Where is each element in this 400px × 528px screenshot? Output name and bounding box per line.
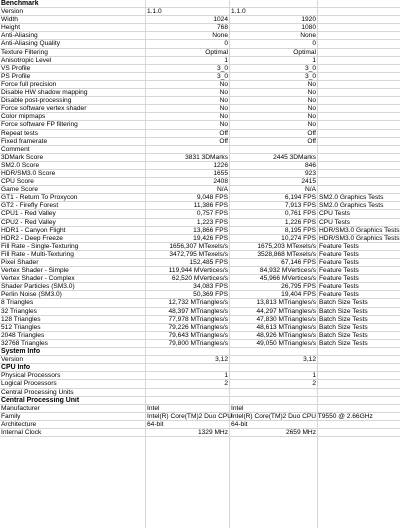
- row-label[interactable]: Anti-Aliasing: [1, 32, 38, 40]
- value-cell-2[interactable]: 48,926 MTriangles/s: [256, 331, 316, 339]
- value-cell-1[interactable]: 768: [216, 24, 228, 32]
- row-label[interactable]: SM2.0 Score: [1, 161, 40, 169]
- test-category-cell[interactable]: Batch Size Tests: [319, 315, 368, 323]
- value-cell-2[interactable]: 64-bit: [231, 420, 248, 428]
- row-label[interactable]: 2048 Triangles: [1, 331, 45, 339]
- row-label[interactable]: Fill Rate - Single-Texturing: [1, 242, 79, 250]
- value-cell-1[interactable]: 3,12: [215, 356, 228, 364]
- table-row[interactable]: [0, 162, 400, 170]
- table-row[interactable]: [0, 113, 400, 121]
- test-category-cell[interactable]: Feature Tests: [319, 267, 359, 275]
- value-cell-1[interactable]: Optimal: [205, 48, 228, 56]
- table-row[interactable]: [0, 32, 400, 40]
- value-cell-2[interactable]: 1080: [301, 24, 316, 32]
- table-row[interactable]: [0, 65, 400, 73]
- value-cell-2[interactable]: 846: [304, 161, 316, 169]
- row-label[interactable]: PS Profile: [1, 72, 31, 80]
- row-label[interactable]: Color mipmaps: [1, 113, 46, 121]
- table-row[interactable]: [0, 130, 400, 138]
- test-category-cell[interactable]: Batch Size Tests: [319, 339, 368, 347]
- value-cell-2[interactable]: 44,297 MTriangles/s: [256, 307, 316, 315]
- row-label[interactable]: GT2 - Firefly Forest: [1, 202, 59, 210]
- value-cell-1[interactable]: 1024: [213, 16, 228, 24]
- test-category-cell[interactable]: Feature Tests: [319, 275, 359, 283]
- row-label[interactable]: Disable post-processing: [1, 97, 72, 105]
- value-cell-2[interactable]: 1.1.0: [231, 8, 246, 16]
- value-cell-2[interactable]: 10,274 FPS: [281, 234, 316, 242]
- value-cell-2[interactable]: Off: [307, 137, 316, 145]
- value-cell-1[interactable]: 3472,795 MTexels/s: [169, 250, 228, 258]
- test-category-cell[interactable]: Feature Tests: [319, 291, 359, 299]
- table-row[interactable]: [0, 8, 400, 16]
- value-cell-1[interactable]: 119,944 MVertices/s: [168, 267, 228, 275]
- table-row[interactable]: [0, 389, 400, 397]
- value-cell-1[interactable]: N/A: [217, 186, 228, 194]
- value-cell-2[interactable]: 47,830 MTriangles/s: [256, 315, 316, 323]
- value-cell-2[interactable]: 49,050 MTriangles/s: [256, 339, 316, 347]
- table-row[interactable]: [0, 89, 400, 97]
- value-cell-2[interactable]: Off: [307, 129, 316, 137]
- row-label[interactable]: Pixel Shader: [1, 259, 39, 266]
- value-cell-1[interactable]: No: [219, 80, 228, 88]
- test-category-cell[interactable]: HDR/SM3.0 Graphics Tests: [319, 234, 400, 242]
- table-row[interactable]: [0, 81, 400, 89]
- value-cell-1[interactable]: 2: [224, 380, 228, 388]
- table-row[interactable]: [0, 413, 400, 421]
- table-row[interactable]: [0, 356, 400, 364]
- row-label[interactable]: 512 Triangles: [1, 323, 41, 331]
- row-label[interactable]: Benchmark: [1, 0, 39, 7]
- value-cell-2[interactable]: 923: [304, 169, 316, 177]
- table-row[interactable]: [0, 299, 400, 307]
- value-cell-2[interactable]: 45,966 MVertices/s: [259, 275, 316, 283]
- row-label[interactable]: Force full precision: [1, 80, 57, 88]
- section-header[interactable]: [0, 397, 400, 405]
- table-row[interactable]: [0, 243, 400, 251]
- value-cell-1[interactable]: 0: [224, 40, 228, 48]
- table-row[interactable]: [0, 57, 400, 65]
- value-cell-1[interactable]: 77,978 MTriangles/s: [168, 315, 228, 323]
- table-row[interactable]: [0, 275, 400, 283]
- value-cell-1[interactable]: 1: [224, 56, 228, 64]
- value-cell-1[interactable]: 9,048 FPS: [196, 194, 228, 202]
- value-cell-2[interactable]: 1: [312, 56, 316, 64]
- value-cell-1[interactable]: 3_0: [216, 64, 228, 72]
- value-cell-2[interactable]: 8,195 FPS: [284, 226, 316, 234]
- table-row[interactable]: [0, 429, 400, 437]
- value-cell-1[interactable]: 0,757 FPS: [196, 210, 228, 218]
- test-category-cell[interactable]: Feature Tests: [319, 250, 359, 258]
- table-row[interactable]: [0, 154, 400, 162]
- row-label[interactable]: Repeat tests: [1, 129, 39, 137]
- value-cell-2[interactable]: 2415: [301, 178, 316, 186]
- value-cell-2[interactable]: 67,146 FPS: [281, 259, 316, 266]
- table-row[interactable]: [0, 16, 400, 24]
- row-label[interactable]: System Info: [1, 348, 41, 356]
- table-row[interactable]: [0, 170, 400, 178]
- row-label[interactable]: HDR/SM3.0 Score: [1, 169, 56, 177]
- row-label[interactable]: Version: [1, 356, 23, 364]
- row-label[interactable]: Width: [1, 16, 18, 24]
- table-row[interactable]: [0, 138, 400, 146]
- row-label[interactable]: HDR2 - Deep Freeze: [1, 234, 63, 242]
- table-row[interactable]: [0, 219, 400, 227]
- table-row[interactable]: [0, 332, 400, 340]
- value-cell-1[interactable]: 11,386 FPS: [193, 202, 228, 210]
- value-cell-2[interactable]: 3_0: [304, 64, 316, 72]
- row-label[interactable]: CPU Score: [1, 178, 34, 186]
- value-cell-1[interactable]: 3831 3DMarks: [185, 153, 228, 161]
- table-row[interactable]: [0, 105, 400, 113]
- value-cell-1[interactable]: 2408: [213, 178, 228, 186]
- row-label[interactable]: Architecture: [1, 420, 37, 428]
- value-cell-2[interactable]: 6,194 FPS: [284, 194, 316, 202]
- row-label[interactable]: Perlin Noise (SM3.0): [1, 291, 62, 299]
- table-row[interactable]: [0, 121, 400, 129]
- table-row[interactable]: [0, 308, 400, 316]
- row-label[interactable]: Manufacturer: [1, 404, 40, 412]
- row-label[interactable]: 128 Triangles: [1, 315, 41, 323]
- row-label[interactable]: Fixed framerate: [1, 137, 48, 145]
- table-row[interactable]: [0, 251, 400, 259]
- table-row[interactable]: [0, 146, 400, 154]
- test-category-cell[interactable]: CPU Tests: [319, 218, 351, 226]
- value-cell-2[interactable]: 2659 MHz: [285, 428, 316, 436]
- value-cell-2[interactable]: No: [307, 80, 316, 88]
- value-cell-1[interactable]: 50,369 FPS: [193, 291, 228, 299]
- value-cell-1[interactable]: 1: [224, 372, 228, 380]
- test-category-cell[interactable]: SM2.0 Graphics Tests: [319, 202, 384, 210]
- row-label[interactable]: Anti-Aliasing Quality: [1, 40, 61, 48]
- table-row[interactable]: [0, 316, 400, 324]
- value-cell-1[interactable]: No: [219, 97, 228, 105]
- test-category-cell[interactable]: Batch Size Tests: [319, 331, 368, 339]
- row-label[interactable]: Internal Clock: [1, 428, 42, 436]
- value-cell-1[interactable]: 19,426 FPS: [193, 234, 228, 242]
- test-category-cell[interactable]: CPU Tests: [319, 210, 351, 218]
- value-cell-2[interactable]: Intel: [231, 404, 244, 412]
- row-label[interactable]: Central Processing Units: [1, 388, 74, 396]
- value-cell-2[interactable]: 3_0: [304, 72, 316, 80]
- row-label[interactable]: Anisotropic Level: [1, 56, 52, 64]
- value-cell-2[interactable]: 2: [312, 380, 316, 388]
- table-row[interactable]: [0, 421, 400, 429]
- table-row[interactable]: [0, 73, 400, 81]
- value-cell-1[interactable]: No: [219, 121, 228, 129]
- value-cell-1[interactable]: None: [212, 32, 228, 40]
- value-cell-2[interactable]: No: [307, 97, 316, 105]
- value-cell-2[interactable]: N/A: [305, 186, 316, 194]
- value-cell-2[interactable]: 1675,203 MTexels/s: [257, 242, 316, 250]
- row-label[interactable]: VS Profile: [1, 64, 31, 72]
- table-row[interactable]: [0, 405, 400, 413]
- row-label[interactable]: Version: [1, 8, 23, 16]
- row-label[interactable]: 3DMark Score: [1, 153, 44, 161]
- value-cell-1[interactable]: 48,397 MTriangles/s: [168, 307, 228, 315]
- row-label[interactable]: Height: [1, 24, 21, 32]
- value-cell-1[interactable]: No: [219, 113, 228, 121]
- table-row[interactable]: [0, 178, 400, 186]
- row-label[interactable]: Vertex Shader - Simple: [1, 267, 69, 275]
- value-cell-2[interactable]: 0,761 FPS: [284, 210, 316, 218]
- value-cell-2[interactable]: 0: [312, 40, 316, 48]
- row-label[interactable]: Force software FP filtering: [1, 121, 78, 129]
- table-row[interactable]: [0, 210, 400, 218]
- value-cell-2[interactable]: 2445 3DMarks: [273, 153, 316, 161]
- value-cell-1[interactable]: 1655: [213, 169, 228, 177]
- value-cell-1[interactable]: 3_0: [216, 72, 228, 80]
- value-cell-1[interactable]: 13,866 FPS: [193, 226, 228, 234]
- value-cell-2[interactable]: 1920: [301, 16, 316, 24]
- value-cell-2[interactable]: No: [307, 121, 316, 129]
- row-label[interactable]: 8 Triangles: [1, 299, 34, 307]
- value-cell-1[interactable]: 1226: [213, 161, 228, 169]
- value-cell-2[interactable]: Intel(R) Core(TM)2 Duo CPU T9550 @ 2.66GHz: [231, 412, 373, 420]
- test-category-cell[interactable]: Batch Size Tests: [319, 299, 368, 307]
- value-cell-1[interactable]: 79,226 MTriangles/s: [168, 323, 228, 331]
- table-row[interactable]: [0, 324, 400, 332]
- value-cell-2[interactable]: No: [307, 89, 316, 97]
- test-category-cell[interactable]: SM2.0 Graphics Tests: [319, 194, 384, 202]
- row-label[interactable]: Shader Particles (SM3.0): [1, 283, 75, 291]
- value-cell-2[interactable]: 26,795 FPS: [281, 283, 316, 291]
- table-row[interactable]: [0, 186, 400, 194]
- table-row[interactable]: [0, 97, 400, 105]
- test-category-cell[interactable]: HDR/SM3.0 Graphics Tests: [319, 226, 400, 234]
- value-cell-1[interactable]: Off: [219, 137, 228, 145]
- table-row[interactable]: [0, 340, 400, 348]
- value-cell-2[interactable]: 3,12: [303, 356, 316, 364]
- test-category-cell[interactable]: Feature Tests: [319, 283, 359, 291]
- row-label[interactable]: Central Processing Unit: [1, 396, 80, 404]
- value-cell-1[interactable]: 62,520 MVertices/s: [171, 275, 228, 283]
- value-cell-1[interactable]: 152,485 FPS: [189, 259, 228, 266]
- row-label[interactable]: Fill Rate - Multi-Texturing: [1, 250, 74, 258]
- value-cell-1[interactable]: Intel(R) Core(TM)2 Duo CPU: [147, 412, 233, 420]
- table-row[interactable]: [0, 380, 400, 388]
- row-label[interactable]: Texture Filtering: [1, 48, 48, 56]
- table-row[interactable]: [0, 259, 400, 267]
- row-label[interactable]: CPU1 - Red Valley: [1, 210, 56, 218]
- table-row[interactable]: [0, 202, 400, 210]
- row-label[interactable]: GT1 - Return To Proxycon: [1, 194, 78, 202]
- value-cell-2[interactable]: 19,404 FPS: [281, 291, 316, 299]
- table-row[interactable]: [0, 372, 400, 380]
- section-header[interactable]: [0, 348, 400, 356]
- row-label[interactable]: HDR1 - Canyon Flight: [1, 226, 66, 234]
- value-cell-1[interactable]: Intel: [147, 404, 160, 412]
- table-row[interactable]: [0, 283, 400, 291]
- table-row[interactable]: [0, 49, 400, 57]
- row-label[interactable]: Comment: [1, 145, 30, 153]
- value-cell-2[interactable]: No: [307, 113, 316, 121]
- value-cell-2[interactable]: 3528,868 MTexels/s: [257, 250, 316, 258]
- table-row[interactable]: [0, 24, 400, 32]
- row-label[interactable]: Physical Processors: [1, 372, 61, 380]
- row-label[interactable]: Disable HW shadow mapping: [1, 89, 88, 97]
- table-row[interactable]: [0, 291, 400, 299]
- value-cell-1[interactable]: 64-bit: [147, 420, 164, 428]
- value-cell-1[interactable]: 1,223 FPS: [196, 218, 228, 226]
- row-label[interactable]: CPU Info: [1, 364, 31, 372]
- row-label[interactable]: Family: [1, 412, 21, 420]
- value-cell-2[interactable]: 84,932 MVertices/s: [259, 267, 316, 275]
- value-cell-1[interactable]: 1329 MHz: [197, 428, 228, 436]
- table-row[interactable]: [0, 227, 400, 235]
- row-label[interactable]: Game Score: [1, 186, 39, 194]
- value-cell-1[interactable]: 12,732 MTriangles/s: [168, 299, 228, 307]
- row-label[interactable]: CPU2 - Red Valley: [1, 218, 56, 226]
- row-label[interactable]: Vertex Shader - Complex: [1, 275, 75, 283]
- value-cell-1[interactable]: 34,083 FPS: [193, 283, 228, 291]
- value-cell-2[interactable]: Optimal: [293, 48, 316, 56]
- value-cell-1[interactable]: Off: [219, 129, 228, 137]
- section-header[interactable]: [0, 0, 400, 8]
- test-category-cell[interactable]: Batch Size Tests: [319, 323, 368, 331]
- value-cell-2[interactable]: 7,913 FPS: [284, 202, 316, 210]
- value-cell-1[interactable]: No: [219, 105, 228, 113]
- value-cell-2[interactable]: 1,226 FPS: [284, 218, 316, 226]
- value-cell-1[interactable]: 79,643 MTriangles/s: [168, 331, 228, 339]
- test-category-cell[interactable]: Batch Size Tests: [319, 307, 368, 315]
- table-row[interactable]: [0, 235, 400, 243]
- value-cell-2[interactable]: 13,813 MTriangles/s: [256, 299, 316, 307]
- section-header[interactable]: [0, 364, 400, 372]
- value-cell-2[interactable]: 48,613 MTriangles/s: [256, 323, 316, 331]
- value-cell-1[interactable]: 1656,307 MTexels/s: [169, 242, 228, 250]
- value-cell-2[interactable]: 1: [312, 372, 316, 380]
- value-cell-2[interactable]: No: [307, 105, 316, 113]
- value-cell-2[interactable]: None: [300, 32, 316, 40]
- value-cell-1[interactable]: 79,800 MTriangles/s: [168, 339, 228, 347]
- table-row[interactable]: [0, 267, 400, 275]
- value-cell-1[interactable]: No: [219, 89, 228, 97]
- table-row[interactable]: [0, 40, 400, 48]
- row-label[interactable]: 32 Triangles: [1, 307, 37, 315]
- row-label[interactable]: Force software vertex shader: [1, 105, 87, 113]
- row-label[interactable]: 32768 Triangles: [1, 339, 48, 347]
- row-label[interactable]: Logical Processors: [1, 380, 57, 388]
- table-row[interactable]: [0, 194, 400, 202]
- test-category-cell[interactable]: Feature Tests: [319, 242, 359, 250]
- value-cell-1[interactable]: 1.1.0: [147, 8, 162, 16]
- test-category-cell[interactable]: Feature Tests: [319, 259, 359, 266]
